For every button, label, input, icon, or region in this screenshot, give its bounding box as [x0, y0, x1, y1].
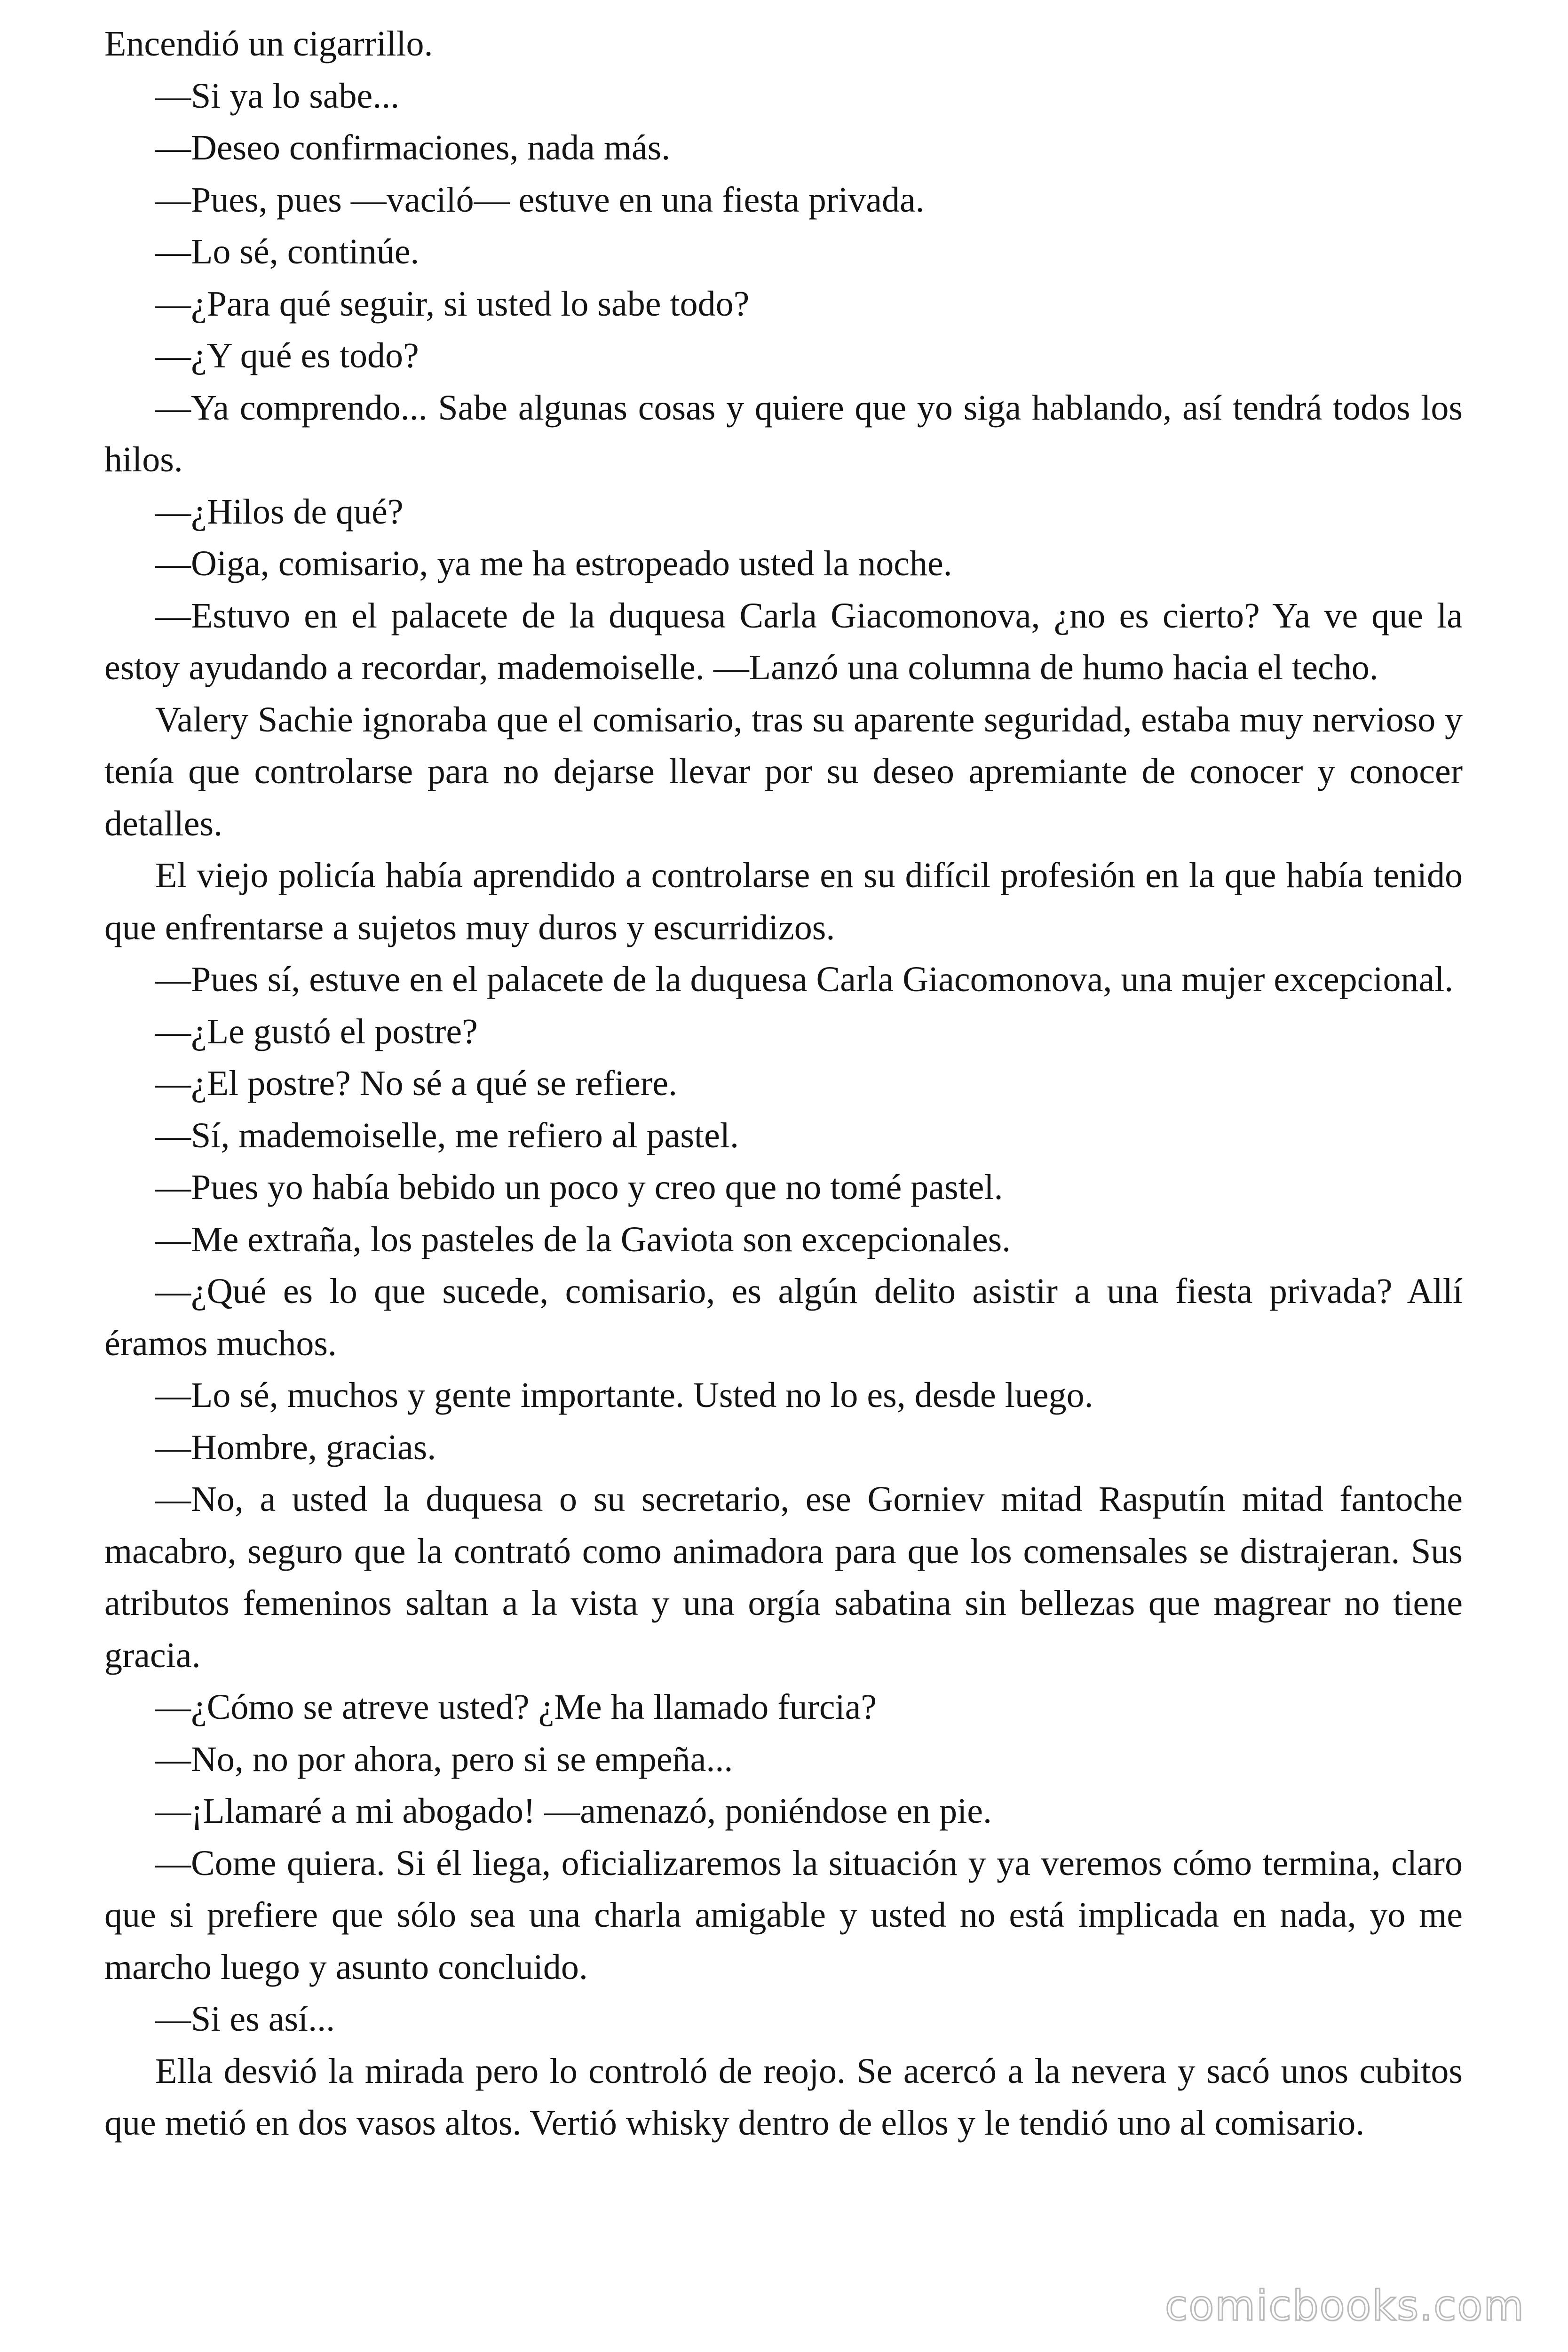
paragraph: —Pues, pues —vaciló— estuve en una fiesta privada.	[155, 180, 925, 220]
paragraph: —No, a usted la duquesa o su secretario, ese Gorniev mitad Rasputín mitad fantoche macabro, seguro que la contrató como animadora para que los comensales se distrajeran. Sus atributos femeninos saltan a la vista y una orgía sabatina sin bellezas que magrear no tiene gracia.	[104, 1479, 1463, 1675]
paragraph: —¿Hilos de qué?	[155, 492, 404, 532]
paragraph: —Come quiera. Si él liega, oficializaremos la situación y ya veremos cómo termina, claro que si prefiere que sólo sea una charla amigable y usted no está implicada en nada, yo me marcho luego y asunto concluido.	[104, 1843, 1463, 1987]
paragraph: —¿Qué es lo que sucede, comisario, es algún delito asistir a una fiesta privada? Allí éramos muchos.	[104, 1271, 1463, 1363]
paragraph: —Lo sé, muchos y gente importante. Usted no lo es, desde luego.	[155, 1375, 1093, 1415]
paragraph: —Sí, mademoiselle, me refiero al pastel.	[155, 1115, 739, 1155]
paragraph: —Pues yo había bebido un poco y creo que no tomé pastel.	[155, 1168, 1003, 1207]
paragraph: —Deseo confirmaciones, nada más.	[155, 128, 671, 167]
paragraph: —Ya comprendo... Sabe algunas cosas y quiere que yo siga hablando, así tendrá todos los hilos.	[104, 388, 1463, 479]
paragraph: —Hombre, gracias.	[155, 1427, 436, 1467]
paragraph: —Si ya lo sabe...	[155, 76, 400, 116]
paragraph: —Oiga, comisario, ya me ha estropeado usted la noche.	[155, 544, 952, 583]
paragraph: —¿El postre? No sé a qué se refiere.	[155, 1064, 677, 1103]
paragraph: —¿Para qué seguir, si usted lo sabe todo?	[155, 284, 750, 324]
paragraph: —¡Llamaré a mi abogado! —amenazó, poniéndose en pie.	[155, 1791, 992, 1831]
paragraph: —Si es así...	[155, 1999, 335, 2039]
paragraph: Ella desvió la mirada pero lo controló de reojo. Se acercó a la nevera y sacó unos cubitos que metió en dos vasos altos. Vertió whisky dentro de ellos y le tendió uno al comisario.	[104, 2051, 1463, 2143]
paragraph: —Pues sí, estuve en el palacete de la duquesa Carla Giacomonova, una mujer excepcional.	[155, 960, 1454, 999]
paragraph: —Estuvo en el palacete de la duquesa Carla Giacomonova, ¿no es cierto? Ya ve que la estoy ayudando a recordar, mademoiselle. —Lanzó una columna de humo hacia el techo.	[104, 596, 1463, 687]
paragraph: —Lo sé, continúe.	[155, 232, 420, 271]
paragraph: —No, no por ahora, pero si se empeña...	[155, 1739, 733, 1779]
paragraph: —¿Le gustó el postre?	[155, 1011, 478, 1051]
body-text	[104, 18, 1463, 2149]
paragraph: Valery Sachie ignoraba que el comisario, tras su aparente seguridad, estaba muy nervioso y tenía que controlarse para no dejarse llevar por su deseo apremiante de conocer y conocer detalles.	[104, 699, 1463, 843]
watermark-text: comicbooks.com	[1164, 2281, 1525, 2330]
paragraph: —¿Cómo se atreve usted? ¿Me ha llamado furcia?	[155, 1687, 877, 1727]
paragraph: Encendió un cigarrillo.	[104, 24, 433, 64]
paragraph: —Me extraña, los pasteles de la Gaviota son excepcionales.	[155, 1219, 1011, 1259]
paragraph: —¿Y qué es todo?	[155, 336, 419, 375]
paragraph: El viejo policía había aprendido a controlarse en su difícil profesión en la que había tenido que enfrentarse a sujetos muy duros y escurridizos.	[104, 856, 1463, 947]
